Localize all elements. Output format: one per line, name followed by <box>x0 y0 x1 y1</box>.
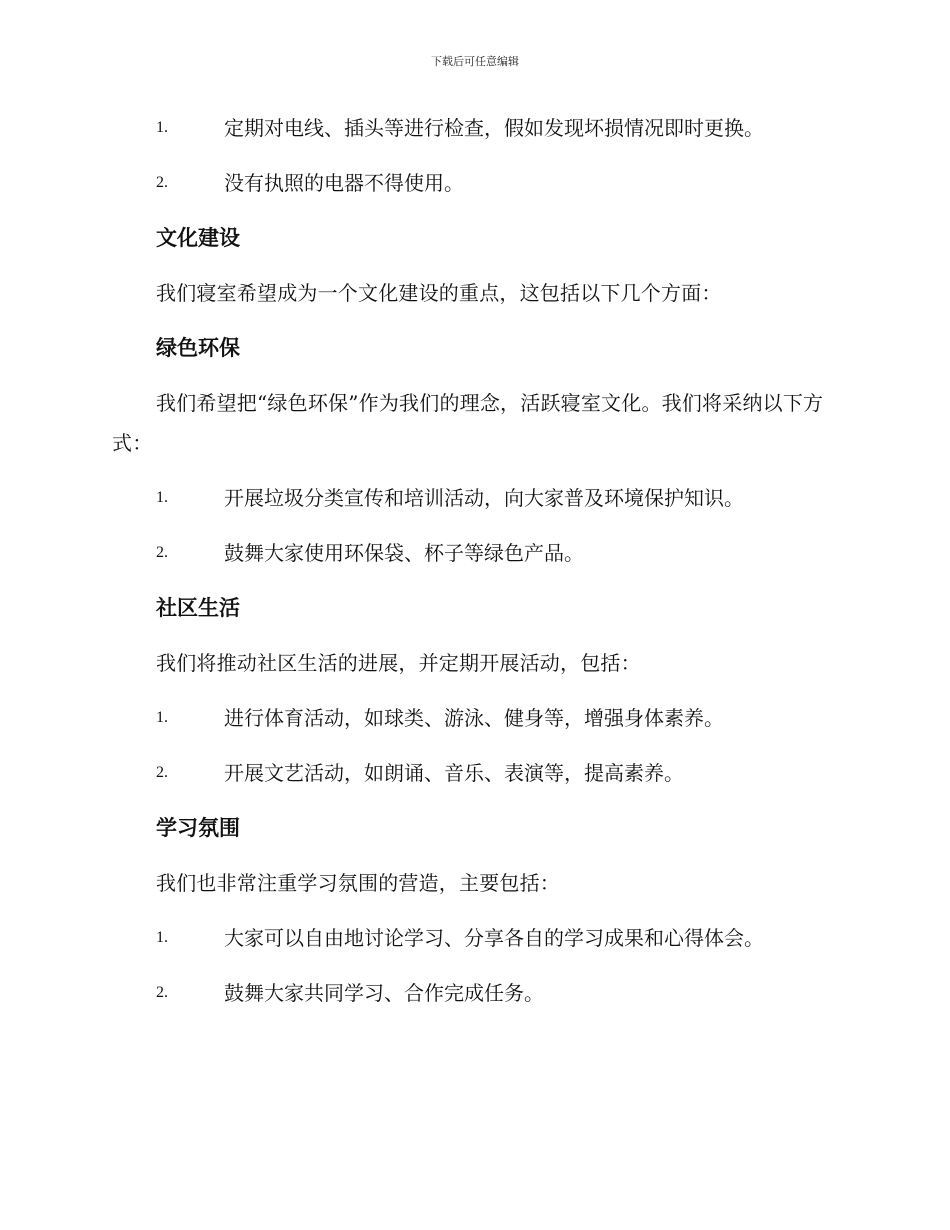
list-item <box>112 108 838 163</box>
paragraph: 我们将推动社区生活的进展，并定期开展活动，包括： <box>156 651 641 675</box>
paragraph: 我们寝室希望成为一个文化建设的重点，这包括以下几个方面： <box>156 281 722 305</box>
list-item <box>112 478 838 533</box>
section-heading: 文化建设 <box>156 226 240 250</box>
list-item-number: 2. <box>156 544 168 561</box>
list-item <box>112 918 838 973</box>
list-item-number: 2. <box>156 984 168 1001</box>
list-item-number: 1. <box>156 119 168 136</box>
list-item <box>112 973 838 1028</box>
list-item <box>112 533 838 588</box>
list-item-text: 大家可以自由地讨论学习、分享各自的学习成果和心得体会。 <box>224 926 764 950</box>
list-item-number: 2. <box>156 764 168 781</box>
section-heading: 绿色环保 <box>156 336 240 360</box>
section-heading: 学习氛围 <box>156 816 240 840</box>
paragraph: 我们希望把“绿色环保”作为我们的理念，活跃寝室文化。我们将采纳以下方式： <box>112 391 824 455</box>
list-item-text: 鼓舞大家使用环保袋、杯子等绿色产品。 <box>224 541 584 565</box>
list-item-number: 1. <box>156 929 168 946</box>
list-item <box>112 163 838 218</box>
list-item-number: 2. <box>156 174 168 191</box>
list-item-text: 鼓舞大家共同学习、合作完成任务。 <box>224 981 544 1005</box>
paragraph: 我们也非常注重学习氛围的营造，主要包括： <box>156 871 560 895</box>
section-heading: 社区生活 <box>156 596 240 620</box>
list-item-text: 开展垃圾分类宣传和培训活动，向大家普及环境保护知识。 <box>224 486 744 510</box>
list-item-text: 定期对电线、插头等进行检查，假如发现坏损情况即时更换。 <box>224 116 764 140</box>
list-item <box>112 698 838 753</box>
list-item-number: 1. <box>156 709 168 726</box>
list-item <box>112 753 838 808</box>
list-item-number: 1. <box>156 489 168 506</box>
list-item-text: 没有执照的电器不得使用。 <box>224 171 464 195</box>
page-header: 下载后可任意编辑 <box>431 55 519 68</box>
list-item-text: 开展文艺活动，如朗诵、音乐、表演等，提高素养。 <box>224 761 684 785</box>
document-body <box>112 108 838 1028</box>
list-item-text: 进行体育活动，如球类、游泳、健身等，增强身体素养。 <box>224 706 724 730</box>
